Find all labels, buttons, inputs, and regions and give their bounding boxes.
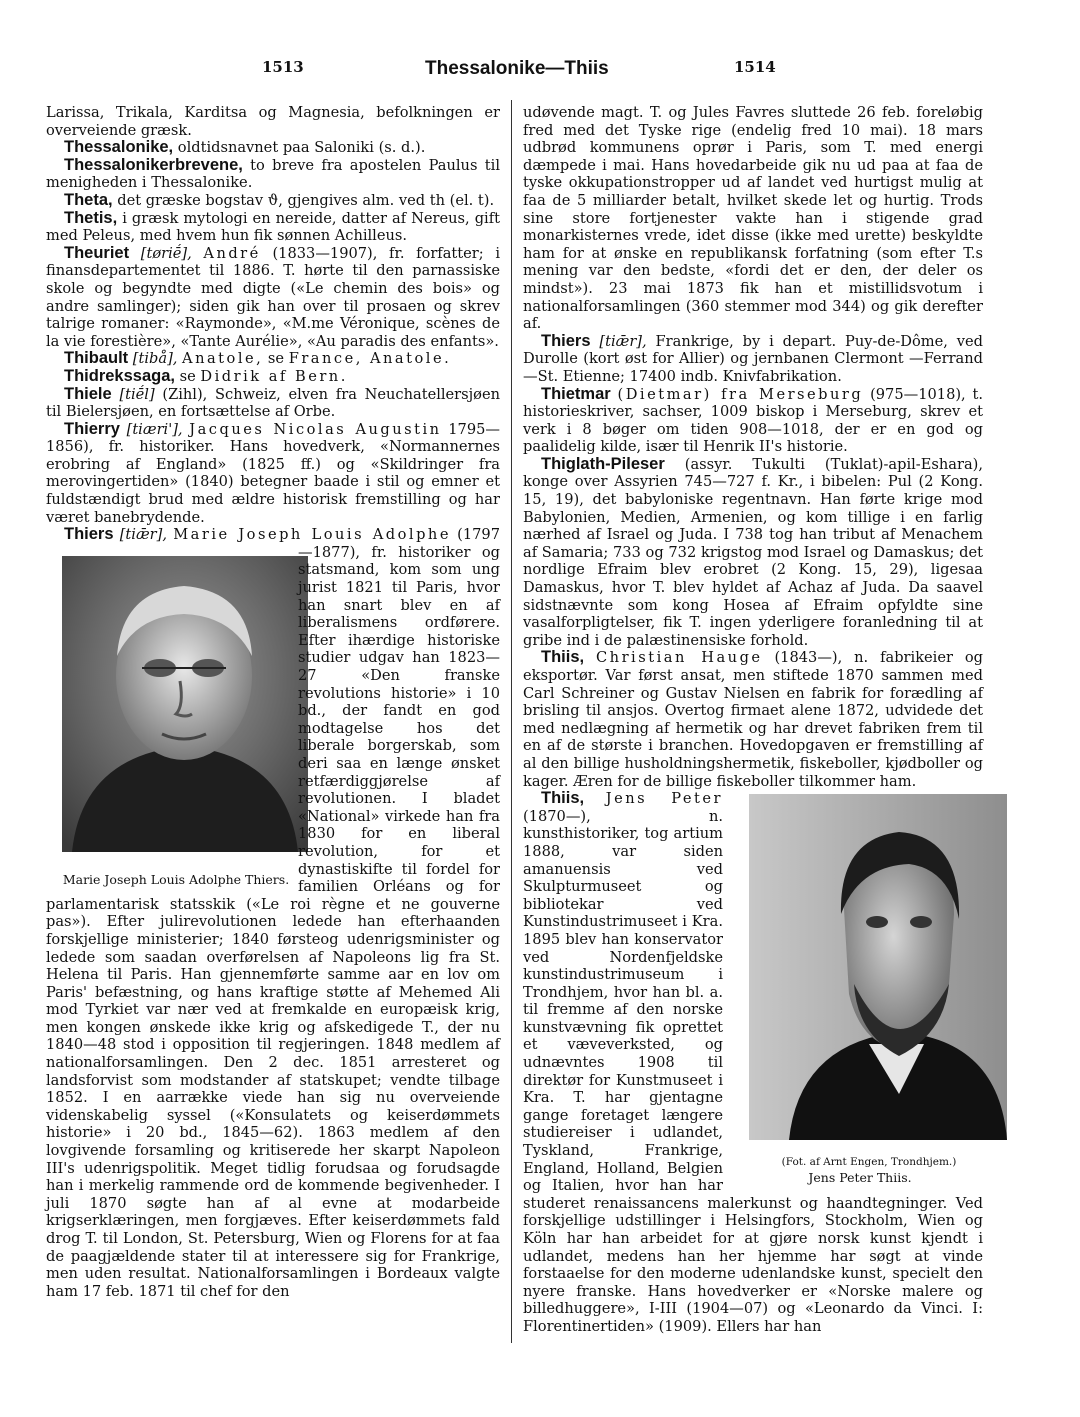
headword: Theta, — [64, 190, 113, 209]
page-number-left: 1513 — [262, 58, 304, 76]
running-title: Thessalonike—Thiis — [425, 58, 609, 79]
entry-text: (1797—1877), fr. historiker og statsmand, kom som ung jurist 1821 til Paris, hvor han snart blev en af liberalismens ordførere. Efter ihærdige historiske studier udgav han 1823—27 «Den franske revolutions historie» i 10 bd., der fandt en god modtagelse hos det liberale borgerskab, som deri saa en længe ønsket retfærdiggjørelse af revolutionen. I bladet «National» virkede han fra 1830 for en liberal revolution, for et dynastiskifte til fordel for familien Orléans og for parlamentarisk statsskik («Le roi règne et ne gouverne pas»). Efter julirevolutionen ledede han efterhaanden forskjellige ministerier; 1840 førsteog udenrigsminister og ledede som saadan overførelsen af Napoleons lig fra St. Helena til Paris. Han gjennemførte samme aar en lov om Paris' befæstning, og hans kraftige støtte af Mehemed Ali mod Tyrkiet var nær ved at fremkalde en europæisk krig, men kongen ønskede ikke krig og afskedigede T., der nu 1840—48 stod i opposition til regjeringen. 1848 medlem af nationalforsamlingen. Den 2 dec. 1851 arresteret og landsforvist som modstander af statskupet; vendte tilbage 1852. I en aarrække viede han sig nu overveiende videnskabelig syssel («Konsulatets og keiserdømmets historie» i 20 bd., 1845—62). 1863 medlem af den lovgivende forsamling og kritiserede her skarpt Napoleon III's udenrigspolitik. Meget tidlig forudsaa og forudsagde han i merkelig rammende ord de kommende begivenheder. I juli 1870 søgte han af al evne at modarbeide krigserklæringen, men forgjæves. Efter keiserdømmets fald drog T. til London, St. Petersburg, Wien og Florens for at faa de paagjældende stater til at interessere sig for Frankrige, men uden resultat. Nationalforsamlingen i Bordeaux valgte ham 17 feb. 1871 til chef for den — [46, 526, 500, 1300]
entry-paragraph: udøvende magt. T. og Jules Favres sluttede 26 feb. foreløbig fred med det Tyske rige (endelig fred 10 mai). 18 mars udbrød kommunens oprør i Paris, som T. med energi dæmpede i mai. Hans hovedarbeide gik nu ud paa at faa de tyske okkupationstropper ud af landet ved hurtigst mulig at faa de 5 milliarder betalt, hvilket skede let og hurtig. Trods sine store fortjenester vakte han i stigende grad monarkisternes vrede, idet disse (ikke med urette) beskyldte ham for at ønske en republikansk forfatning (som efter T.s mening var den bedste, «fordi det er den, der deler os mindst»). 23 mai 1873 fik han et mistillidsvotum i nationalforsamlingen (360 stemmer mod 344) og gik derefter af. — [523, 104, 983, 333]
entry-thiglath-pileser — [523, 456, 983, 650]
entry-paragraph: Larissa, Trikala, Karditsa og Magnesia, befolkningen er overveiende græsk. — [46, 104, 500, 139]
person-name: Anatole, — [182, 350, 264, 368]
person-name: Marie Joseph Louis Adolphe — [173, 526, 451, 544]
headword: Thiis, — [541, 648, 585, 667]
entry-thietmar — [523, 386, 983, 456]
entry-text: (assyr. Tukulti (Tuklat)-apil-Eshara), konge over Assyrien 745—727 f. Kr., i bibelen: Pul (2 Kong. 15, 19), det babyloniske regentnavn. Han førte krige mod Babylonien, Medien, Armenien, og kom tillige i en farlig nærhed af Israel og Juda. I 738 tog han tribut af Menachem af Samaria; 733 og 732 krigstog mod Israel og Damaskus; det nordlige Efraim blev erobret (2 Kong. 15, 29), ligesaa Damaskus, hvor T. blev hyldet af Achaz af Juda. Da saavel sidstnævnte som kong Hosea af Efraim opfyldte sine vasalforpligtelser, fik T. ingen yderligere foranledning til at gribe ind i de palæstinensiske forhold. — [523, 455, 983, 649]
entry-thiele — [46, 386, 500, 421]
headword: Theuriet — [64, 243, 130, 262]
pronunciation: [tiḗl] — [119, 385, 155, 403]
entry-text: se — [179, 367, 196, 385]
person-name: Jens Peter — [605, 790, 723, 808]
headword: Thiis, — [541, 789, 585, 808]
cross-reference: France, Anatole. — [288, 350, 452, 368]
entry-theta — [46, 192, 500, 210]
person-name: Christian Hauge — [596, 649, 763, 667]
headword: Thiers — [541, 331, 591, 350]
entry-text: Frankrige, by i depart. Puy-de-Dôme, ved Durolle (kort øst for Allier) og jernbanen Clermont —Ferrand—St. Etienne; 17400 indb. Knivfabrikation. — [523, 332, 983, 385]
headword: Thiers — [64, 525, 114, 544]
entry-theuriet — [46, 245, 500, 351]
headword: Thibault — [64, 349, 129, 368]
pronunciation: [tibå], — [132, 350, 178, 368]
headword: Thiglath-Pileser — [541, 454, 665, 473]
pronunciation: [tiǣr], — [119, 526, 167, 544]
left-column — [46, 104, 500, 1300]
entry-text: (Zihl), Schweiz, elven fra Neuchatellersjøen til Bielersjøen, en fortsættelse af Orbe. — [46, 385, 500, 421]
entry-text: (975—1018), t. historieskriver, sachser, 1009 biskop i Merseburg, skrev et verk i 8 bøger om tiden 908—1018, der er en god og paalidelig kilde, især til Henrik II's historie. — [523, 385, 984, 456]
entry-thiers-person — [46, 526, 500, 1300]
entry-thessalonike — [46, 139, 500, 157]
figure-caption: Marie Joseph Louis Adolphe Thiers. — [62, 872, 290, 888]
entry-text: to breve fra apostelen Paulus til menigheden i Thessalonike. — [46, 156, 500, 192]
person-name: (Dietmar) fra Merseburg — [617, 385, 864, 403]
figure-thiers — [44, 556, 290, 890]
entry-text: (1843—), n. fabrikeier og eksportør. Var først ansat, men stiftede 1870 sammen med Carl Schreiner og Gustav Nielsen en fabrik for forædling af brisling til ansjos. Overtog firmaet alene 1872, udvidede det med nedlægning af hermetik og har drevet fabriken frem til en af de største i branchen. Hovedopgaven er fremstilling af al den billige husholdningshermetik, fiskeboller, kjødboller og kager. Æren for de billige fiskeboller tilkommer ham. — [523, 649, 984, 790]
entry-text: 1795—1856), fr. historiker. Hans hovedverk, «Normannernes erobring af England» (1825 ff.) og «Skildringer fra merovingertiden» (1840) betegner baade i stil og emner et fuldstændigt brud med ældre historisk fremstilling og har været banebrydende. — [46, 420, 500, 526]
entry-text: se — [267, 350, 285, 368]
pronunciation: [tøriḗ], — [140, 244, 192, 262]
entry-text: det græske bogstav ϑ, gjengives alm. ved th (el. t). — [112, 191, 495, 209]
entry-thierry — [46, 421, 500, 527]
headword: Thidrekssaga, — [64, 366, 175, 385]
headword: Thietmar — [541, 384, 611, 403]
entry-text: (1870—), n. kunsthistoriker, tog artium 1888, var siden amanuensis ved Skulpturmuseet og bibliotekar ved Kunstindustrimuseet i Kra. 1895 blev han konservator ved Nordenfjeldske kunstindustrimuseum i Trondhjem, hvor han bl. a. til fremme af den norske kunstvævning fik oprettet et væveverksted, og udnævntes 1908 til direktør for Kunstmuseet i Kra. T. har gjentagne gange foretaget længere studiereiser i udlandet, Tyskland, Frankrige, England, Holland, Belgien og Italien, hvor han har studeret renaissancens malerkunst og haandtegninger. Ved forskjellige udstillinger i Helsingfors, Stockholm, Wien og Köln har han arbeidet for at gjøre norsk kunst kjendt i udlandet, medens han her hjemme har søgt at vinde forstaaelse for den moderne udenlandske kunst, specielt den nyere franske. Hans hovedverker er «Norske malere og billedhuggere», I-III (1904—07) og «Leonardo da Vinci. I: Florentinertiden» (1909). Ellers har han — [523, 807, 983, 1335]
entry-text: (1833—1907), fr. forfatter; i finansdepartementet til 1886. T. hørte til den parnassiske skole og begyndte med digte («Le chemin des bois» og andre samlinger); siden gik han over til prosaen og skrev talrige romaner: «Raymonde», «M.me Véronique, scènes de la vie forestière», «Tante Aurélie», «Au paradis des enfants». — [46, 244, 500, 350]
portrait-thiers — [62, 556, 308, 852]
figure-thiis — [731, 794, 989, 1184]
headword: Thierry — [64, 419, 120, 438]
entry-thiis-jens — [523, 790, 983, 1335]
headword: Thiele — [64, 384, 112, 403]
entry-thiis-christian — [523, 649, 983, 790]
right-column — [523, 104, 983, 1336]
entry-text: i græsk mytologi en nereide, datter af Nereus, gift med Peleus, med hvem hun fik sønnen Achilleus. — [46, 209, 500, 245]
headword: Thetis, — [64, 208, 118, 227]
entry-thiers-town — [523, 333, 983, 386]
person-name: André — [203, 244, 261, 262]
headword: Thessalonikerbrevene, — [64, 155, 243, 174]
person-name: Jacques Nicolas Augustin — [189, 420, 442, 438]
entry-thidrekssaga — [46, 368, 500, 386]
entry-thibault — [46, 350, 500, 368]
cross-reference: Didrik af Bern. — [200, 367, 348, 385]
page-number-right: 1514 — [734, 58, 776, 76]
headword: Thessalonike, — [64, 138, 174, 157]
photo-credit: (Fot. af Arnt Engen, Trondhjem.) — [781, 1155, 957, 1168]
entry-text: oldtidsnavnet paa Saloniki (s. d.). — [173, 139, 426, 157]
pronunciation: [tiæri'], — [126, 420, 183, 438]
figure-caption-block — [731, 1155, 989, 1185]
figure-caption: Jens Peter Thiis. — [808, 1169, 912, 1185]
pronunciation: [tiǣr], — [599, 332, 647, 350]
entry-thetis — [46, 210, 500, 245]
entry-thessalonikerbrevene — [46, 157, 500, 192]
portrait-thiis — [749, 794, 1007, 1140]
column-divider — [511, 100, 512, 1343]
